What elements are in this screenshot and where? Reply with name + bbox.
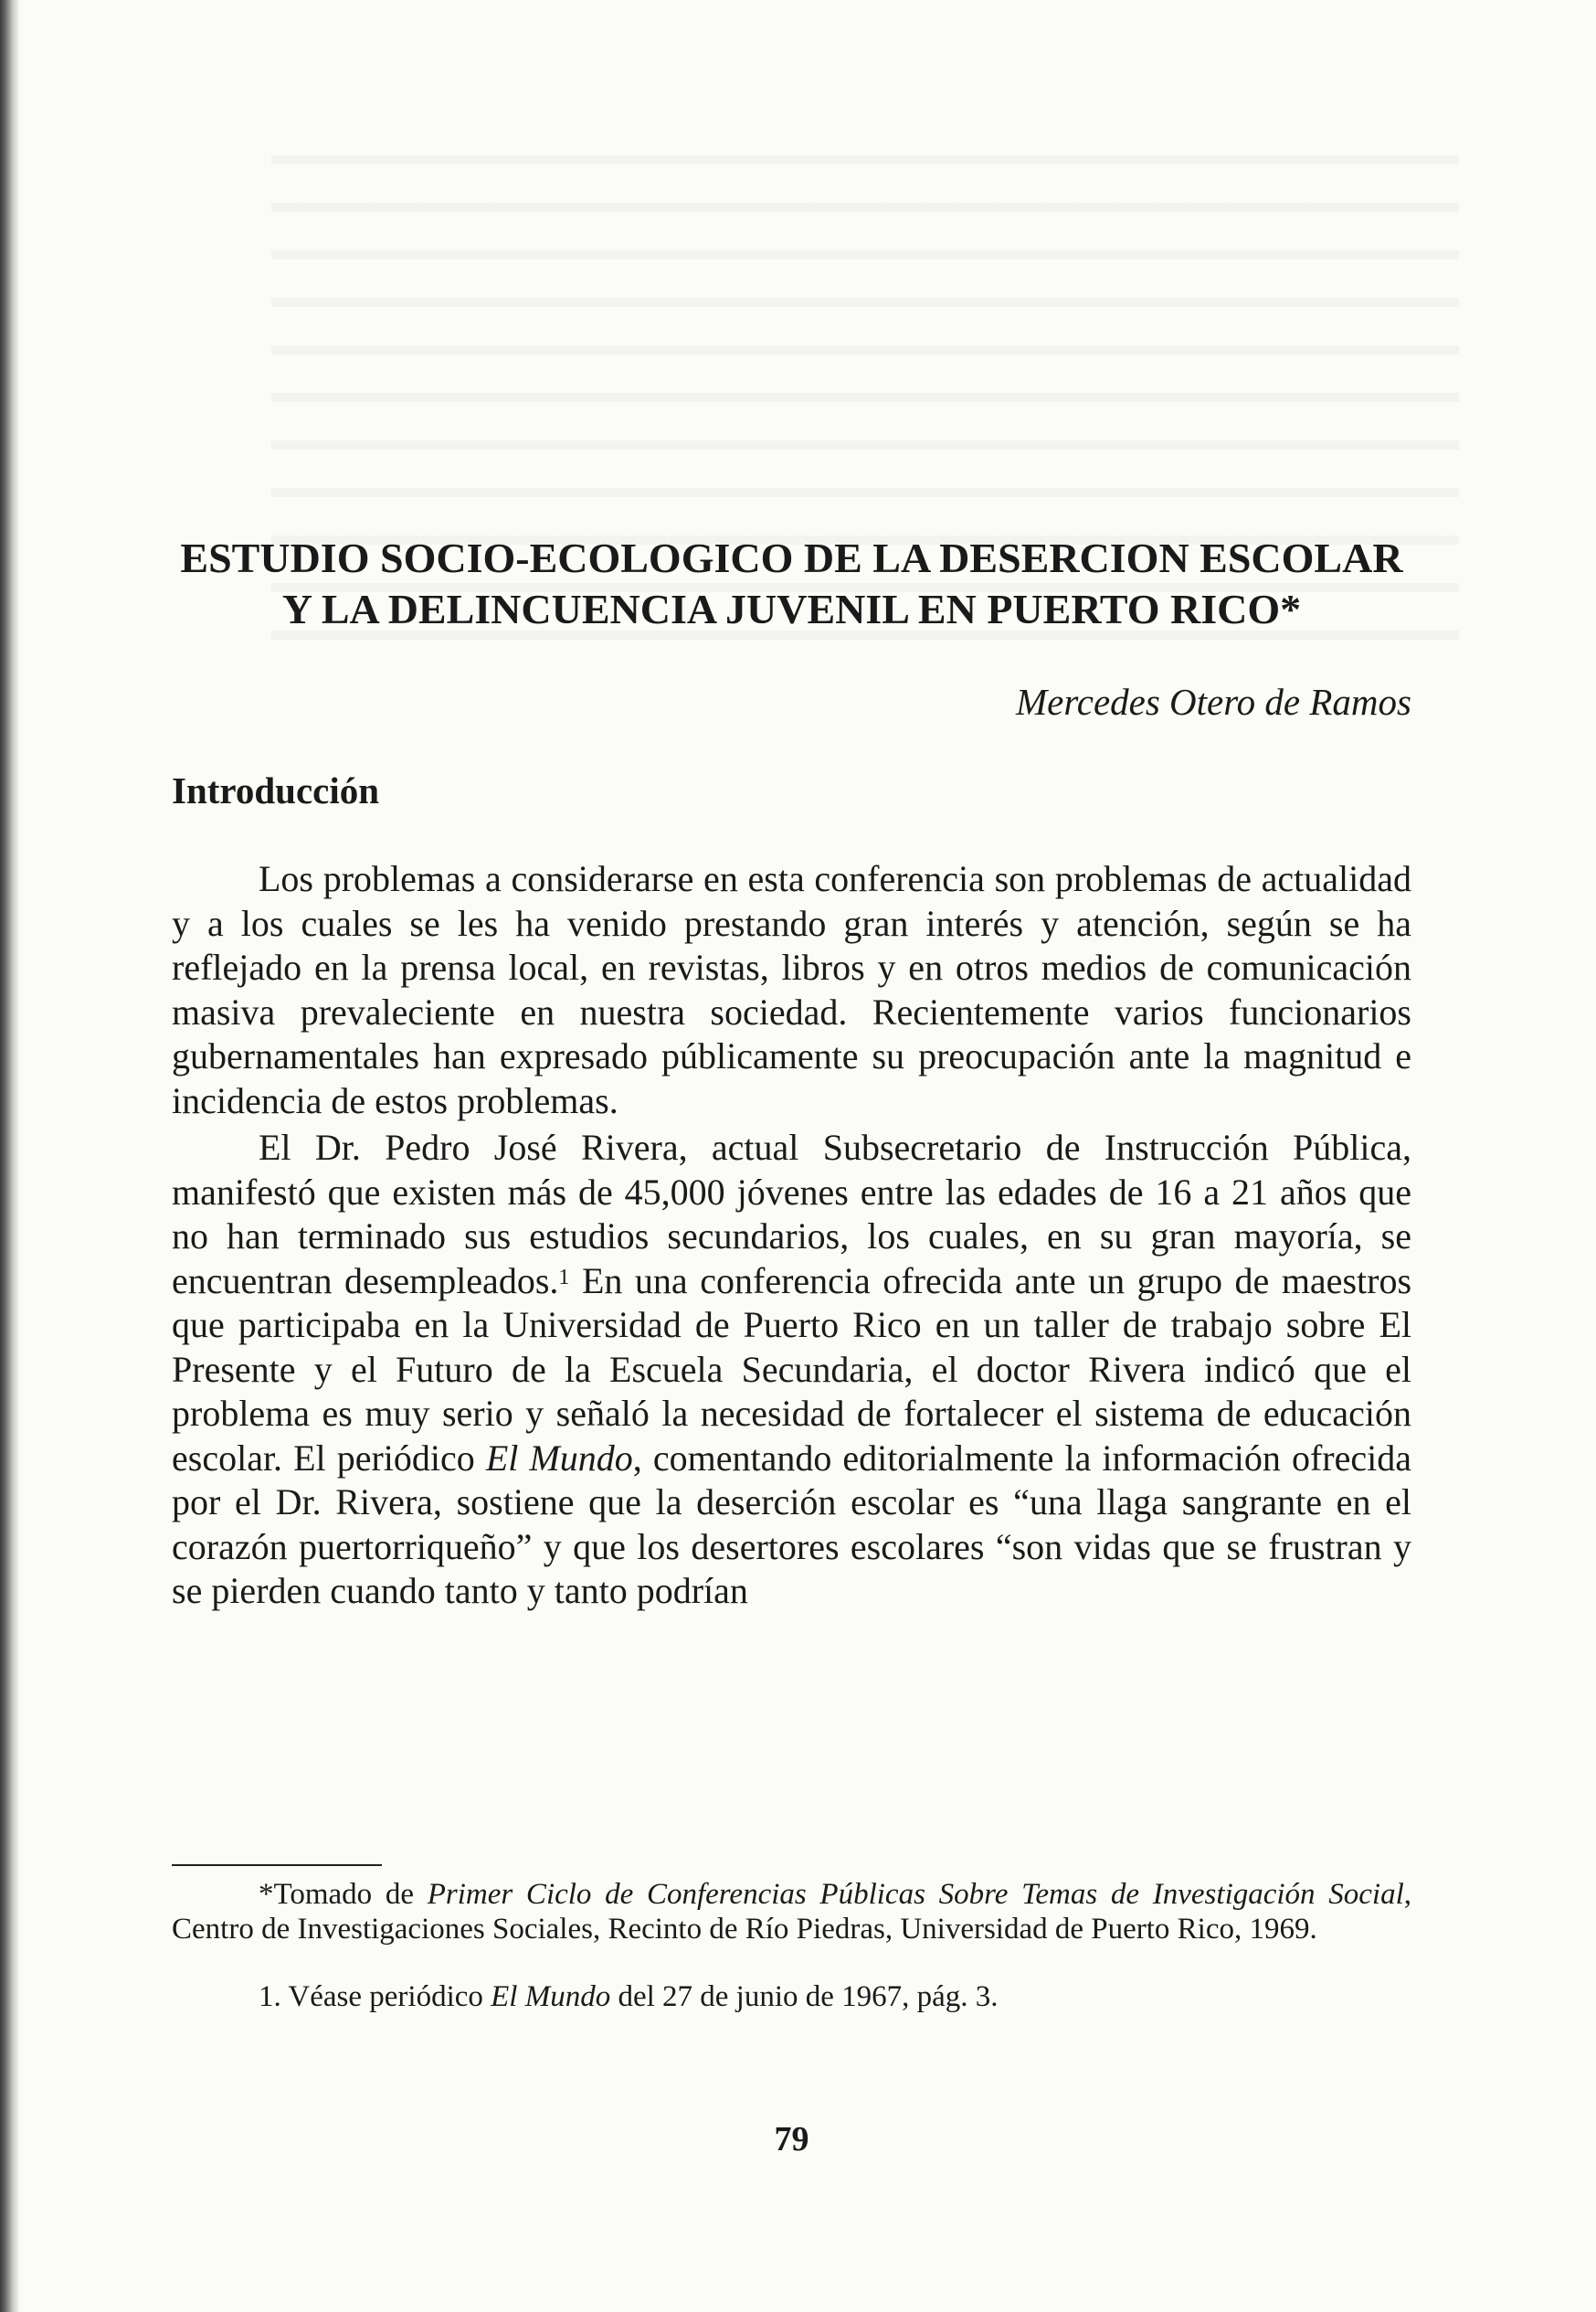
footnote-1-newspaper: El Mundo	[491, 1980, 611, 2013]
newspaper-title: El Mundo	[485, 1437, 633, 1479]
body-paragraph-2	[172, 1126, 1411, 1614]
footnote-source	[172, 1877, 1411, 1946]
footnote-1-prefix: 1. Véase periódico	[259, 1980, 491, 2013]
paragraph-2-part-1: El Dr. Pedro José Rivera, actual Subsecretario de Instrucción Pública, manifestó que existen más de 45,000 jóvenes entre las edades de 16 a 21 años que no han terminado sus estudios secundarios, los cuales, en su gran mayoría, se encuentran desempleados.	[172, 1127, 1411, 1301]
paragraph-2-part-3: , comentando editorialmente la información ofrecida por el Dr. Rivera, sostiene que la deserción escolar es “una llaga sangrante en el corazón puertorriqueño” y que los desertores escolares “son vidas que se frustran y se pierden cuando tanto y tanto podrían	[172, 1437, 1412, 1611]
scan-binding-edge	[0, 0, 20, 2312]
article-title	[172, 533, 1411, 635]
article-title-line-2: Y LA DELINCUENCIA JUVENIL EN PUERTO RICO*	[281, 586, 1302, 632]
paragraph-2-part-2: En una conferencia ofrecida ante un grupo de maestros que participaba en la Universidad de Puerto Rico en un taller de trabajo sobre El Presente y el Futuro de la Escuela Secundaria, el doctor Rivera indicó que el problema es muy serio y señaló la necesidad de fortalecer el sistema de educación escolar. El periódico	[172, 1259, 1412, 1479]
footnote-source-suffix: , Centro de Investigaciones Sociales, Recinto de Río Piedras, Universidad de Puerto Rico, 1969.	[172, 1878, 1411, 1946]
article-title-line-1: ESTUDIO SOCIO-ECOLOGICO DE LA DESERCION ESCOLAR	[180, 535, 1403, 581]
footnote-1-suffix: del 27 de junio de 1967, pág. 3.	[610, 1980, 999, 2013]
section-heading: Introducción	[172, 769, 380, 811]
footnote-reference-1: 1	[558, 1265, 570, 1289]
footnote-1	[172, 1979, 1411, 2014]
body-paragraph-1: Los problemas a considerarse en esta conferencia son problemas de actualidad y a los cuales se les ha venido prestando gran interés y atención, según se ha reflejado en la prensa local, en revistas, libros y en otros medios de comunicación masiva prevaleciente en nuestra sociedad. Recientemente varios funcionarios gubernamentales han expresado públicamente su preocupación ante la magnitud e incidencia de estos problemas.	[172, 858, 1411, 1121]
footnote-source-prefix: *Tomado de	[259, 1878, 428, 1911]
page-number: 79	[774, 2120, 809, 2158]
footnote-source-title: Primer Ciclo de Conferencias Públicas Sobre Temas de Investigación Social	[427, 1878, 1404, 1911]
footnotes	[172, 1877, 1411, 2014]
footnote-divider	[172, 1864, 382, 1866]
article-body	[172, 857, 1411, 1614]
article-author: Mercedes Otero de Ramos	[1015, 681, 1411, 723]
